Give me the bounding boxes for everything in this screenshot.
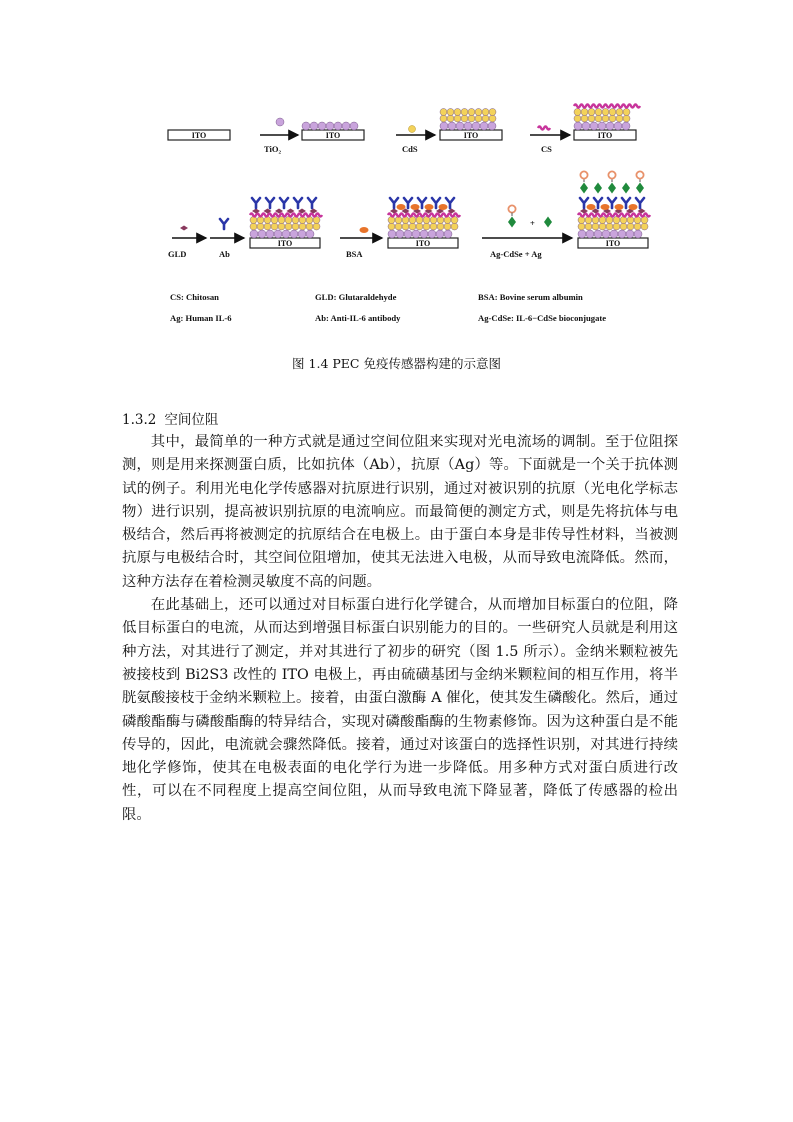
tio2-layer [574, 122, 630, 130]
pec-immunosensor-figure [160, 95, 660, 335]
cds-layer [574, 109, 630, 116]
cds-layer [440, 115, 496, 122]
reagent-cds: CdS [402, 144, 418, 154]
cds-layer [250, 223, 320, 230]
antibody-icon [252, 198, 260, 208]
antibody-icon [308, 198, 316, 208]
tio2-layer [250, 230, 314, 238]
cdse-ring-icon [580, 171, 587, 178]
antigen-icon [622, 183, 630, 194]
reagent-cs: CS [541, 144, 552, 154]
reagent-gld: GLD [168, 249, 187, 259]
cds-layer [388, 223, 458, 230]
bsa-icon [411, 204, 420, 210]
chitosan-icon [538, 127, 550, 130]
cds-icon [409, 126, 416, 133]
cdse-ring-icon [608, 171, 615, 178]
ito-electrode [168, 130, 230, 140]
reagent-tio2: TiO₂ [264, 144, 282, 154]
legend-item: BSA: Bovine serum albumin [478, 292, 583, 302]
antigen-icon [508, 217, 516, 228]
cds-layer [574, 115, 630, 122]
tio2-layer [302, 122, 358, 130]
ito-electrode [302, 130, 364, 140]
tio2-layer [388, 230, 452, 238]
ito-label: ITO [325, 131, 341, 140]
section-title: 空间位阻 [164, 412, 219, 428]
tio2-layer [440, 122, 496, 130]
chitosan-layer [578, 214, 650, 217]
bsa-icon [439, 204, 448, 210]
bsa-icon [629, 204, 638, 210]
bsa-icon [587, 204, 596, 210]
bsa-icon [397, 204, 406, 210]
section-heading [122, 408, 218, 428]
ito-label: ITO [191, 131, 207, 140]
gld-icon [180, 226, 188, 231]
ito-electrode [388, 238, 458, 248]
chitosan-layer [250, 214, 322, 217]
legend-item: Ab: Anti-IL-6 antibody [315, 313, 401, 323]
paragraph-1: 其中，最简单的一种方式就是通过空间位阻来实现对光电流场的调制。至于位阻探测，则是用来探测蛋白质，比如抗体（Ab），抗原（Ag）等。下面就是一个关于抗体测试的例子。利用光电化学传感器对抗原进行识别，通过对被识别的抗原（光电化学标志物）进行识别，提高被识别抗原的电流响应。而最简便的测定方式，则是先将抗体与电极结合，然后再将被测定的抗原结合在电极上。由于蛋白本身是非传导性材料，当被测抗原与电极结合时，其空间位阻增加，使其无法进入电极，从而导致电流降低。然而，这种方法存在着检测灵敏度不高的问题。 [122, 434, 678, 590]
bsa-icon [601, 204, 610, 210]
ito-electrode [250, 238, 320, 248]
ito-electrode [578, 238, 648, 248]
tio2-icon [276, 118, 284, 126]
antigen-icon [544, 217, 552, 228]
antigen-icon [594, 183, 602, 194]
antibody-icon [220, 219, 228, 229]
antigen-icon [580, 183, 588, 194]
ito-label: ITO [277, 239, 293, 248]
ito-electrode [574, 130, 636, 140]
antigen-icon [636, 183, 644, 194]
figure-row-2 [168, 171, 650, 259]
tio2-layer [578, 230, 642, 238]
antibody-icon [294, 198, 302, 208]
ito-label: ITO [463, 131, 479, 140]
legend-item: GLD: Glutaraldehyde [315, 292, 397, 302]
cdse-ring-icon [508, 205, 515, 212]
legend-item: Ag-CdSe: IL-6−CdSe bioconjugate [478, 313, 607, 323]
reagent-bsa: BSA [346, 249, 363, 259]
body-text [122, 431, 678, 827]
ito-label: ITO [415, 239, 431, 248]
ito-label: ITO [597, 131, 613, 140]
paragraph-2: 在此基础上，还可以通过对目标蛋白进行化学键合，从而增加目标蛋白的位阻，降低目标蛋白的电流，从而达到增强目标蛋白识别能力的目的。一些研究人员就是利用这种方法，对其进行了测定，并对其进行了初步的研究（图 1.5 所示）。金纳米颗粒被先被接枝到 Bi2S3 改性的 ITO 电极上，再由硫磺基团与金纳米颗粒间的相互作用，将半胱氨酸接枝于金纳米颗粒上。接着，由蛋白激酶 A 催化，使其发生磷酸化。然后，通过磷酸酯酶与磷酸酯酶的特异结合，实现对磷酸酯酶的生物素修饰。因为这种蛋白是不能传导的，因此，电流就会骤然降低。接着，通过对该蛋白的选择性识别，对其进行持续地化学修饰，使其在电极表面的电化学行为进一步降低。用多种方式对蛋白质进行改性，可以在不同程度上提高空间位阻，从而导致电流下降显著，降低了传感器的检出限。 [122, 597, 678, 823]
reagent-ag-cdse: Ag-CdSe + Ag [490, 249, 542, 259]
legend-item: Ag: Human IL-6 [170, 313, 232, 323]
reagent-ab: Ab [219, 249, 230, 259]
antibody-icon [280, 198, 288, 208]
cds-layer [440, 109, 496, 116]
chitosan-layer [388, 214, 460, 217]
figure-row-1 [168, 105, 640, 155]
bsa-icon [425, 204, 434, 210]
figure-legend [170, 292, 606, 323]
ito-electrode [440, 130, 502, 140]
legend-item: CS: Chitosan [170, 292, 219, 302]
cds-layer [578, 223, 648, 230]
ito-label: ITO [605, 239, 621, 248]
antibody-icon [266, 198, 274, 208]
figure-caption: 图 1.4 PEC 免疫传感器构建的示意图 [292, 356, 501, 371]
chitosan-layer [574, 105, 640, 108]
antigen-icon [608, 183, 616, 194]
figure-diagram [160, 95, 660, 335]
bsa-icon [360, 227, 369, 233]
cdse-ring-icon [636, 171, 643, 178]
section-number: 1.3.2 [122, 412, 157, 428]
plus-sign: + [530, 218, 535, 228]
bsa-icon [615, 204, 624, 210]
